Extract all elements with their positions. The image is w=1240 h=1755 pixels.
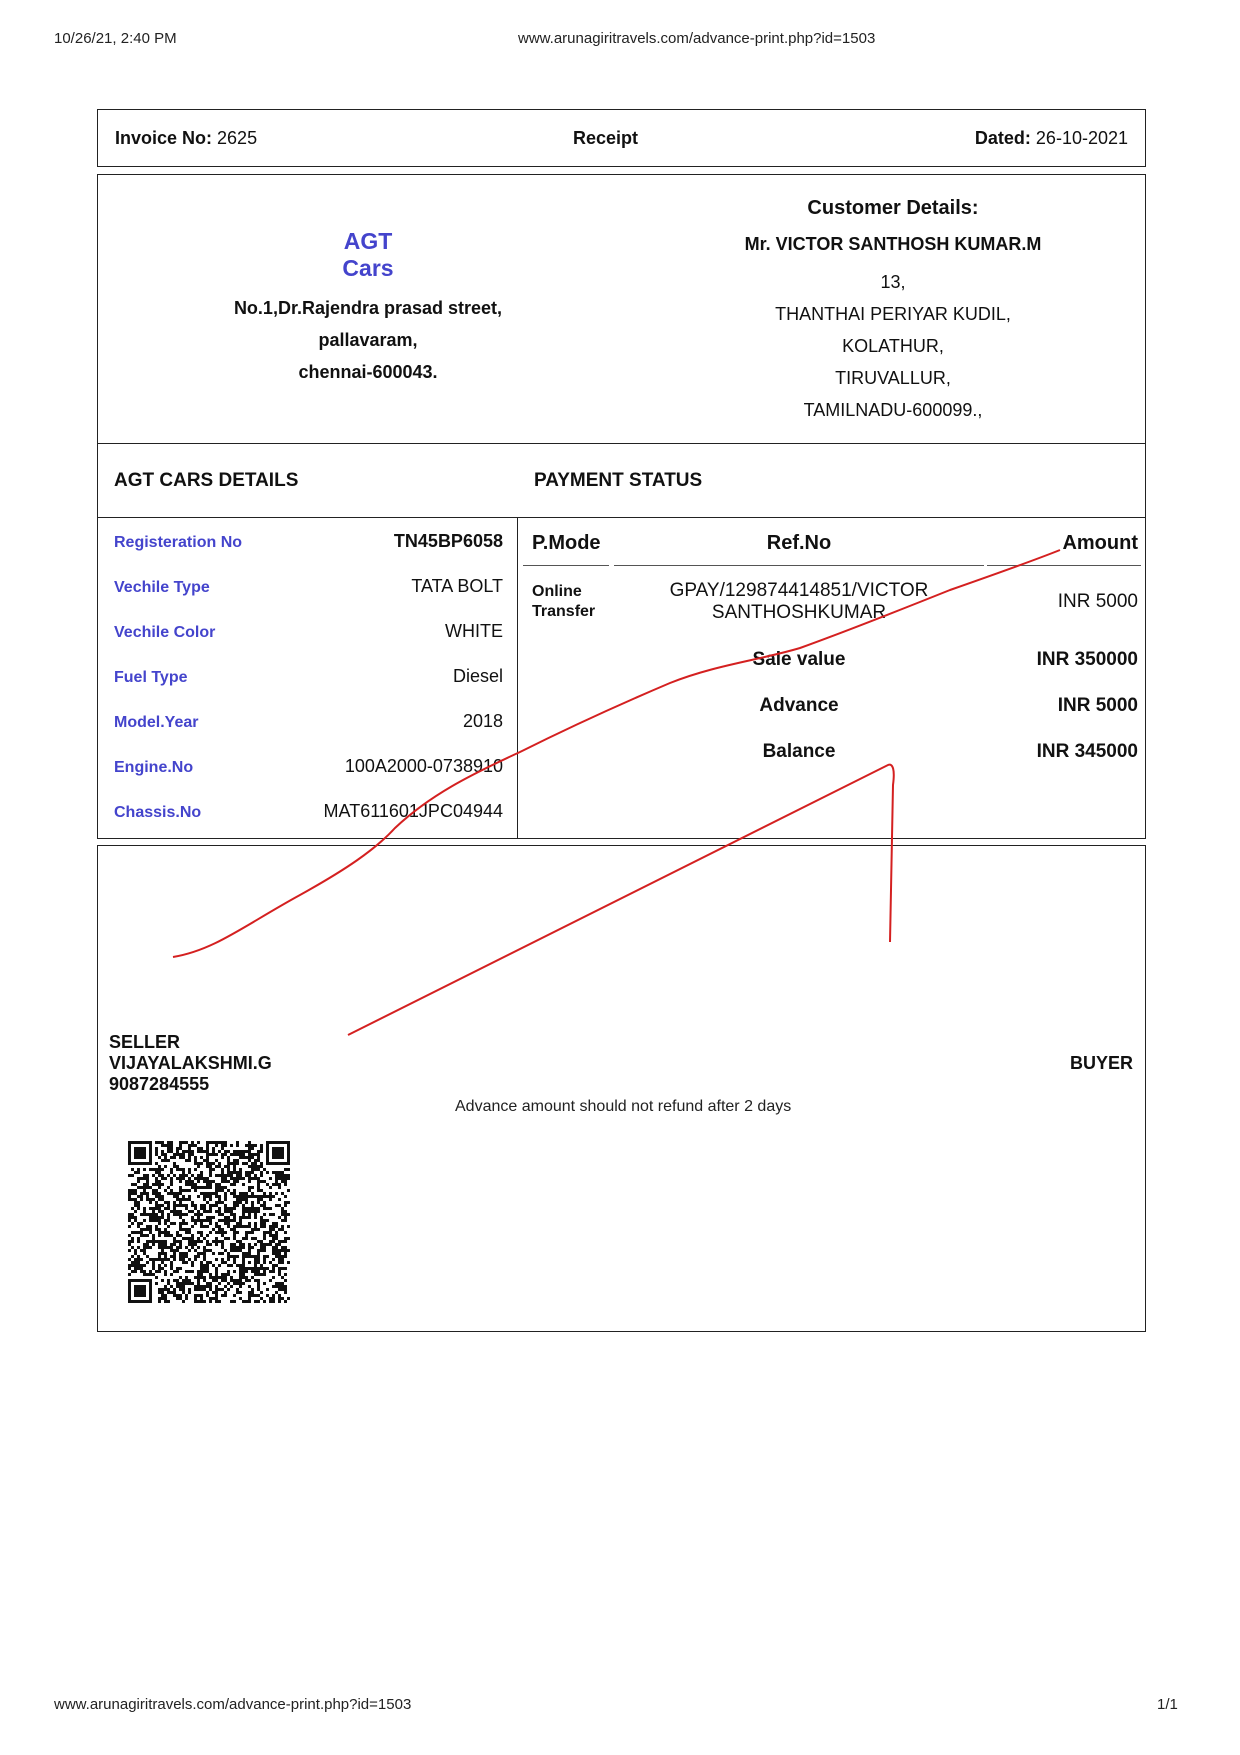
customer-address-line3: KOLATHUR, — [842, 336, 944, 356]
summary-label: Balance — [762, 741, 836, 762]
car-detail-label: Registeration No — [114, 534, 243, 551]
signature-box — [97, 845, 1146, 1332]
car-detail-label: Chassis.No — [114, 804, 202, 821]
company-address-line1: No.1,Dr.Rajendra prasad street, — [233, 298, 503, 318]
car-detail-row — [114, 711, 503, 756]
company-name-line1: AGT — [343, 228, 393, 254]
customer-address-line4: TIRUVALLUR, — [835, 368, 951, 388]
details-divider — [517, 518, 518, 838]
summary-value: INR 350000 — [1036, 649, 1138, 670]
payment-mode-line2: Transfer — [532, 603, 596, 620]
car-details-list — [114, 531, 503, 846]
payment-ref-line2: SANTHOSHKUMAR — [711, 602, 887, 623]
invoice-header-box — [97, 109, 1146, 167]
payment-header-amount: Amount — [1062, 532, 1138, 554]
payment-status-title: PAYMENT STATUS — [534, 470, 703, 491]
company-name-line2: Cars — [342, 255, 394, 281]
print-url-header: www.arunagiritravels.com/advance-print.php?id=1503 — [518, 30, 876, 47]
invoice-date — [975, 128, 1128, 149]
refund-note: Advance amount should not refund after 2 days — [455, 1098, 792, 1115]
details-box — [97, 517, 1146, 839]
customer-heading: Customer Details: — [807, 197, 979, 219]
car-detail-row — [114, 801, 503, 846]
payment-header-mode: P.Mode — [532, 532, 601, 554]
car-details-title: AGT CARS DETAILS — [114, 470, 299, 491]
summary-label: Advance — [759, 695, 839, 716]
company-address-line2: pallavaram, — [318, 330, 418, 350]
payment-header-rule — [614, 565, 984, 566]
customer-address-line2: THANTHAI PERIYAR KUDIL, — [775, 304, 1011, 324]
receipt-title: Receipt — [573, 128, 639, 148]
payment-amount: INR 5000 — [1057, 591, 1138, 612]
summary-value: INR 345000 — [1036, 741, 1138, 762]
car-detail-value: TATA BOLT — [411, 576, 503, 596]
print-page-number: 1/1 — [1157, 1696, 1178, 1713]
company-block — [98, 228, 638, 388]
car-detail-label: Model.Year — [114, 714, 199, 731]
car-detail-label: Vechile Color — [114, 624, 216, 641]
car-detail-label: Fuel Type — [114, 669, 188, 686]
payment-ref — [613, 580, 985, 624]
car-detail-value: MAT611601JPC04944 — [323, 801, 503, 821]
customer-block — [638, 195, 1148, 426]
payment-mode — [532, 582, 595, 622]
summary-label: Sale value — [752, 649, 846, 670]
invoice-number-value: 2625 — [217, 128, 258, 148]
print-url-footer: www.arunagiritravels.com/advance-print.php?id=1503 — [54, 1696, 412, 1713]
seller-name: VIJAYALAKSHMI.G — [109, 1053, 272, 1073]
car-detail-value: Diesel — [452, 666, 503, 686]
car-detail-row — [114, 621, 503, 666]
car-detail-value: TN45BP6058 — [393, 531, 503, 551]
car-detail-value: WHITE — [445, 621, 503, 641]
customer-address-line1: 13, — [880, 272, 906, 292]
payment-header-rule — [523, 565, 609, 566]
seller-phone: 9087284555 — [109, 1074, 210, 1094]
invoice-number-label: Invoice No: — [115, 128, 213, 148]
car-detail-row — [114, 666, 503, 711]
car-detail-row — [114, 756, 503, 801]
customer-name: Mr. VICTOR SANTHOSH KUMAR.M — [744, 234, 1042, 254]
car-detail-label: Engine.No — [114, 759, 194, 776]
summary-value: INR 5000 — [1057, 695, 1138, 716]
car-detail-row — [114, 531, 503, 576]
seller-label: SELLER — [109, 1032, 181, 1052]
section-titles-box — [97, 443, 1146, 518]
qr-code-icon — [128, 1141, 290, 1303]
invoice-number — [115, 128, 257, 149]
customer-address-line5: TAMILNADU-600099., — [803, 400, 983, 420]
payment-ref-line1: GPAY/129874414851/VICTOR — [669, 580, 929, 601]
car-detail-value: 100A2000-0738910 — [344, 756, 503, 776]
car-detail-row — [114, 576, 503, 621]
payment-header-ref: Ref.No — [766, 532, 832, 554]
payment-header-rule — [987, 565, 1141, 566]
payment-mode-line1: Online — [532, 583, 582, 600]
car-detail-value: 2018 — [462, 711, 503, 731]
seller-block — [109, 1032, 272, 1095]
car-detail-label: Vechile Type — [114, 579, 210, 596]
print-datetime: 10/26/21, 2:40 PM — [54, 30, 177, 47]
company-address-line3: chennai-600043. — [298, 362, 438, 382]
buyer-label: BUYER — [1069, 1053, 1133, 1073]
invoice-date-value: 26-10-2021 — [1035, 128, 1128, 148]
parties-box — [97, 174, 1146, 444]
invoice-date-label: Dated: — [974, 128, 1031, 148]
